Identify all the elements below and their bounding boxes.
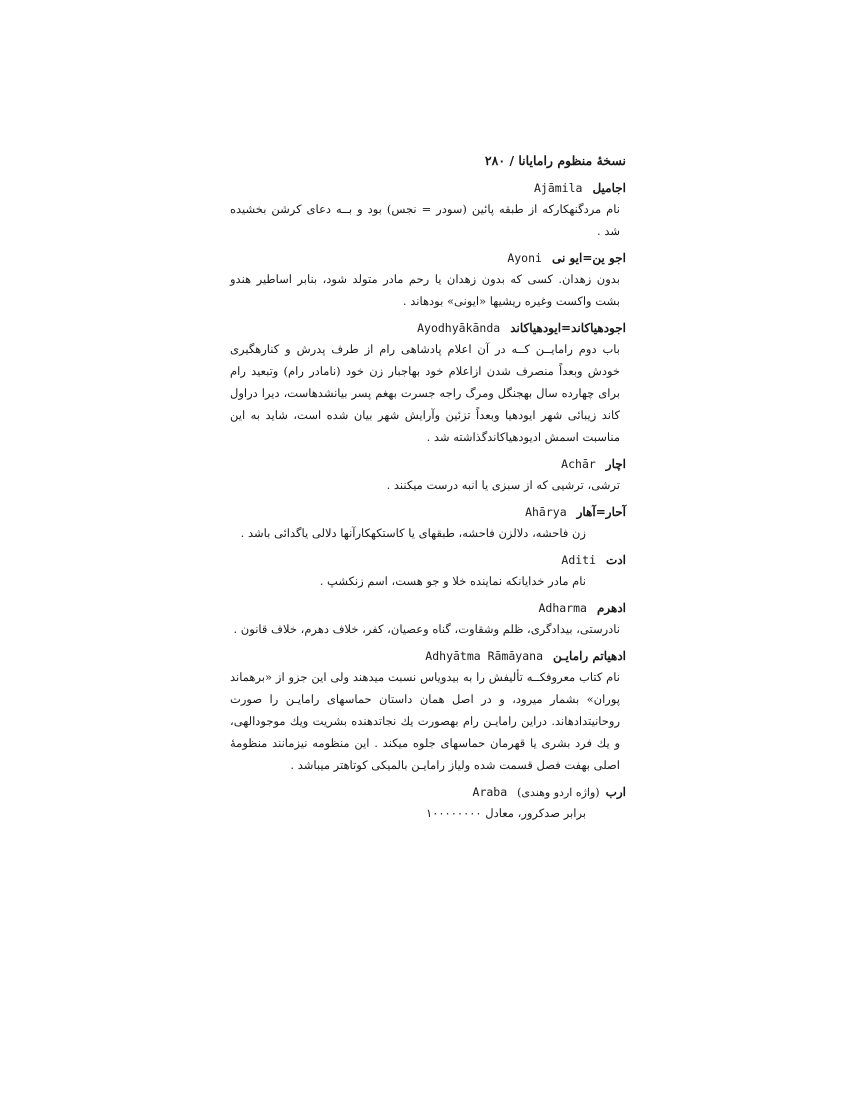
entry-transliteration: Achār — [561, 457, 596, 471]
entry-headword: آحار=آهار — [576, 505, 626, 519]
entry-definition: ترشی، ترشیی که از سبزی یا انبه درست میکنند . — [386, 478, 620, 492]
entry-headword: ارب — [605, 785, 626, 799]
dictionary-entry — [230, 248, 626, 312]
entry-definition: نام مردگنهکارکه از طبقه پائین (سودر = نجس) بود و بــه دعای کرشن بخشیده شد . — [230, 202, 620, 238]
entry-transliteration: Ayodhyākānda — [417, 321, 501, 335]
entry-head — [230, 454, 626, 474]
dictionary-entry — [230, 178, 626, 242]
entry-head — [230, 178, 626, 198]
entry-headword: اجو ین=ایو نی — [551, 251, 626, 265]
entry-headword: اجامیل — [592, 181, 626, 195]
entry-transliteration: Ajāmila — [533, 181, 583, 195]
entry-list — [230, 178, 626, 824]
entry-transliteration: Adhyātma Rāmāyana — [425, 649, 543, 663]
entry-transliteration: Ahārya — [525, 505, 567, 519]
dictionary-entry — [230, 782, 626, 824]
entry-note: (واژه اردو وهندی) — [517, 786, 600, 799]
entry-transliteration: Aditi — [561, 553, 597, 567]
entry-headword: اجودهیاکاند=ایودهیاکاند — [510, 321, 626, 335]
entry-headword: ادهرم — [596, 601, 626, 615]
dictionary-entry — [230, 550, 626, 592]
entry-head — [230, 502, 626, 522]
dictionary-entry — [230, 318, 626, 448]
entry-headword: اچار — [605, 457, 626, 471]
dictionary-entry — [230, 598, 626, 640]
running-header — [230, 150, 626, 172]
dictionary-entry — [230, 646, 626, 776]
entry-head — [230, 318, 626, 338]
entry-headword: ادت — [606, 553, 626, 567]
dictionary-entry — [230, 502, 626, 544]
entry-head — [230, 550, 626, 570]
entry-head — [230, 782, 626, 802]
entry-transliteration: Ayoni — [507, 251, 542, 265]
entry-transliteration: Araba — [472, 785, 508, 799]
entry-definition: برابر صدکرور، معادل ۱۰۰۰۰۰۰۰۰ — [426, 806, 586, 820]
entry-definition: زن فاحشه، دلالزن فاحشه، طبقهای یا کاستکهکارآنها دلالی یاگدائی باشد . — [240, 526, 586, 540]
entry-definition: بدون زهدان. کسی که بدون زهدان یا رحم مادر متولد شود، بنابر اساطیر هندو بشت واکست وغیره ریشیها «ایونی» بودهاند . — [230, 272, 620, 308]
header-separator: / — [509, 153, 515, 168]
entry-head — [230, 646, 626, 666]
entry-transliteration: Adharma — [538, 601, 587, 615]
entry-head — [230, 598, 626, 618]
entry-definition: نام کتاب معروفکــه تألیفش را به بیدویاس نسبت میدهند ولی این جزو از «برهماند پوران» بشمار میرود، و در اصل همان داستان حماسهای رامایـن را صورت روحانیتدادهاند. دراین رامایـن رام بهصورت یك نجاتدهنده بشریت ویك موجودالهی، و یك فرد بشری یا قهرمان حماسهای جلوه میکند . این منظومه نیزمانند منظومهٔ اصلی بهفت فصل قسمت شده ولیاز رامایـن بالمیکی کوتاهتر میباشد . — [230, 670, 620, 772]
header-title: نسخهٔ منظوم رامایانا — [518, 153, 626, 168]
entry-headword: ادهیاتم رامایـن — [553, 649, 626, 663]
page-number: ۲۸۰ — [484, 153, 506, 168]
dictionary-entry — [230, 454, 626, 496]
entry-definition: نادرستی، بیدادگری، ظلم وشقاوت، گناه وعصیان، کفر، خلاف دهرم، خلاف قانون . — [233, 622, 620, 636]
entry-head — [230, 248, 626, 268]
dictionary-page — [230, 150, 626, 824]
entry-definition: نام مادر خدایانکه نماینده خلا و جو هست، اسم زنکشپ . — [319, 574, 586, 588]
entry-definition: باب دوم رامایــن کــه در آن اعلام پادشاهی رام از طرف پدرش و کنارهگیری خودش وبعداً منصرف شدن ازاعلام خود بهاجبار زن خود (نامادر رام) وتبعید رام برای چهارده سال بهجنگل ومرگ راجه جسرت بهغم پسر بیانشدهاست، دیرا دراول کاند زیبائی شهر ایودهیا وبعداً تزئین وآرایش شهر بیان شده است، شاید به این مناسبت اسمش ادیودهیاکاندگذاشته شد . — [230, 342, 620, 444]
